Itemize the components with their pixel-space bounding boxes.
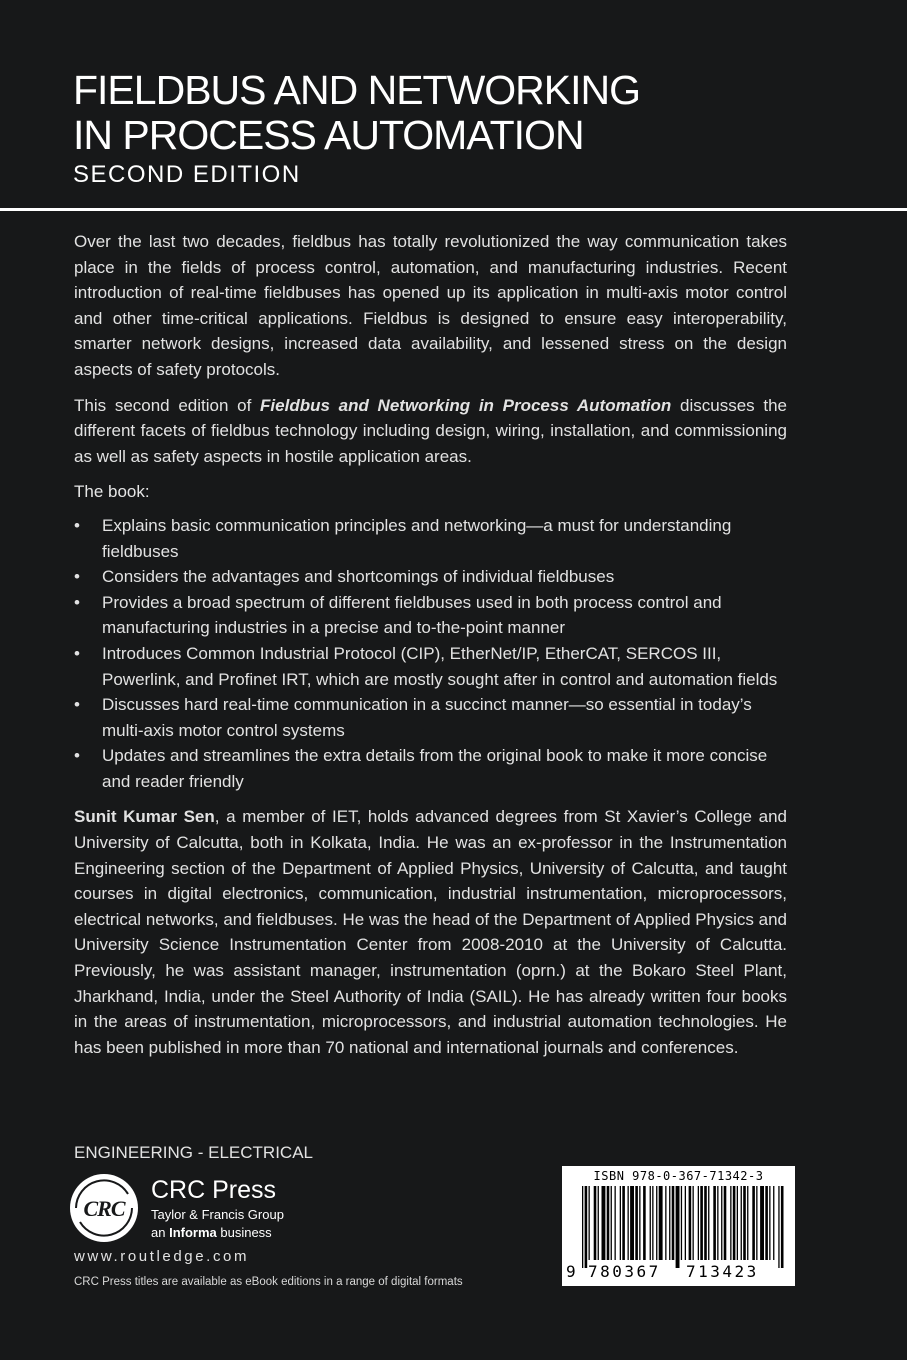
feature-list [74, 513, 787, 795]
barcode-bar [737, 1186, 738, 1260]
list-item-text: Provides a broad spectrum of different fieldbuses used in both process control and manufacturing industries in a precise and to-the-point manner [102, 592, 722, 638]
crc-logo-icon [70, 1174, 138, 1242]
barcode-bar [652, 1186, 653, 1260]
list-item-text: Explains basic communication principles and networking—a must for understanding fieldbuses [102, 515, 732, 561]
paragraph2-suffix: discusses the different facets of fieldbus technology including design, wiring, installation, and commissioning as well as safety aspects in hostile application areas. [74, 395, 787, 466]
author-bio-text: , a member of IET, holds advanced degrees from St Xavier’s College and University of Calcutta, both in Kolkata, India. He was an ex-professor in the Instrumentation Engineering section of the Department of Applied Physics, University of Calcutta, and taught courses in digital electronics, communication, industrial instrumentation, microprocessors, electrical networks, and fieldbuses. He was the head of the Department of Applied Physics and University Science Instrumentation Center from 2008-2010 at the University of Calcutta. Previously, he was assistant manager, instrumentation (oprn.) at the Bokaro Steel Plant, Jharkhand, India, under the Steel Authority of India (SAIL). He has already written four books in the areas of instrumentation, microprocessors, and industrial automation technologies. He has been published in more than 70 national and international journals and conferences. [74, 807, 787, 1057]
barcode-bar [733, 1186, 736, 1260]
barcode-bar [628, 1186, 629, 1260]
barcode-bar [639, 1186, 640, 1260]
ean-left-group: 780367 [588, 1262, 661, 1281]
barcode-bar [672, 1186, 675, 1260]
isbn-barcode [562, 1166, 795, 1286]
barcode-bar [743, 1186, 746, 1260]
barcode-bar [602, 1186, 606, 1260]
bullet-icon: • [74, 567, 80, 587]
barcode-bar [622, 1186, 625, 1260]
barcode-bar [693, 1186, 694, 1260]
publisher-group: Taylor & Francis Group [151, 1207, 284, 1222]
barcode-bar [769, 1186, 770, 1260]
barcode-bar [741, 1186, 742, 1260]
isbn-text: ISBN 978-0-367-71342-3 [593, 1169, 764, 1183]
barcode-bar [615, 1186, 616, 1260]
list-item [74, 743, 787, 794]
title-block [73, 68, 873, 189]
list-item [74, 692, 787, 743]
paragraph-overview: Over the last two decades, fieldbus has totally revolutionized the way communication takes place in the fields of process control, automation, and manufacturing industries. Recent introduction of real-time fieldbuses has opened up its application in multi-axis motor control and other time-critical applications. Fieldbus is designed to ensure easy interoperability, smarter network designs, increased data availability, and lessened stress on the design aspects of safety protocols. [74, 232, 787, 379]
informa-bold: Informa [169, 1225, 217, 1240]
book-title-inline: Fieldbus and Networking in Process Automation [260, 395, 672, 415]
bullet-icon: • [74, 746, 80, 766]
crc-logo-text: CRC [83, 1196, 125, 1221]
barcode-bar [676, 1186, 680, 1268]
barcode-bar [594, 1186, 597, 1260]
title-line-1: FIELDBUS AND NETWORKING [73, 67, 641, 113]
barcode-bar [781, 1186, 784, 1268]
barcode-bar [635, 1186, 638, 1260]
barcode-bar [650, 1186, 651, 1260]
paragraph-second-edition [74, 393, 787, 470]
edition-label: SECOND EDITION [73, 161, 301, 188]
barcode-bar [630, 1186, 634, 1260]
barcode-bar [778, 1186, 779, 1268]
list-item [74, 590, 787, 641]
author-name: Sunit Kumar Sen [74, 807, 215, 827]
barcode-bar [765, 1186, 768, 1260]
barcode-bar [689, 1186, 692, 1260]
barcode-bar [656, 1186, 657, 1260]
description-content [74, 229, 787, 1070]
barcode-bar [611, 1186, 612, 1260]
barcode-bar [585, 1186, 588, 1268]
barcode-bar [717, 1186, 718, 1260]
barcode-bar [700, 1186, 703, 1260]
barcode-bar [708, 1186, 709, 1260]
list-item-text: Discusses hard real-time communication in a succinct manner—so essential in today’s multi-axis motor control systems [102, 695, 752, 740]
barcode-bar [760, 1186, 764, 1260]
title-line-2: IN PROCESS AUTOMATION [73, 112, 584, 158]
informa-prefix: an [151, 1225, 170, 1240]
informa-suffix: business [216, 1225, 272, 1240]
barcode-bar [665, 1186, 666, 1260]
barcode-bar [598, 1186, 599, 1260]
ebook-note: CRC Press titles are available as eBook editions in a range of digital formats [74, 1276, 463, 1288]
barcode-bar [756, 1186, 757, 1260]
barcode-bar [724, 1186, 727, 1260]
bullet-icon: • [74, 695, 80, 715]
book-intro: The book: [74, 482, 150, 502]
barcode-bar [620, 1186, 621, 1260]
bullet-icon: • [74, 643, 80, 663]
title-divider [0, 208, 907, 211]
author-bio [74, 804, 787, 1060]
barcode-bar [643, 1186, 646, 1260]
barcode-bar [747, 1186, 748, 1260]
ean-right-group: 713423 [686, 1262, 759, 1281]
list-item-text: Introduces Common Industrial Protocol (CIP), EtherNet/IP, EtherCAT, SERCOS III, Powerlink, and Profinet IRT, which are mostly sought after in control and automation fields [102, 643, 778, 689]
list-item [74, 564, 787, 590]
barcode-bar [773, 1186, 774, 1260]
ean-first-digit: 9 [566, 1262, 576, 1281]
subject-category: ENGINEERING - ELECTRICAL [74, 1143, 313, 1162]
barcode-bar [607, 1186, 610, 1260]
bullet-icon: • [74, 592, 80, 612]
bullet-icon: • [74, 515, 80, 535]
barcode-bar [713, 1186, 716, 1260]
barcode-bar [669, 1186, 670, 1260]
barcode-bar [752, 1186, 755, 1260]
barcode-bar [681, 1186, 682, 1260]
barcode-bar [721, 1186, 722, 1260]
paragraph2-prefix: This second edition of [74, 395, 261, 415]
barcode-bar [730, 1186, 731, 1260]
barcode-bar [582, 1186, 583, 1268]
barcode-bar [589, 1186, 590, 1260]
list-item [74, 513, 787, 564]
publisher-name: CRC Press [151, 1176, 277, 1204]
list-item-text: Considers the advantages and shortcomings of individual fieldbuses [102, 567, 615, 587]
barcode-bar [685, 1186, 686, 1260]
barcode-bars [568, 1186, 789, 1268]
publisher-url[interactable]: www.routledge.com [74, 1248, 250, 1265]
informa-line [151, 1225, 272, 1240]
barcode-bar [704, 1186, 707, 1260]
list-item-text: Updates and streamlines the extra details from the original book to make it more concise and reader friendly [102, 746, 768, 791]
barcode-bar [698, 1186, 699, 1260]
list-item [74, 641, 787, 692]
barcode-bar [659, 1186, 663, 1260]
